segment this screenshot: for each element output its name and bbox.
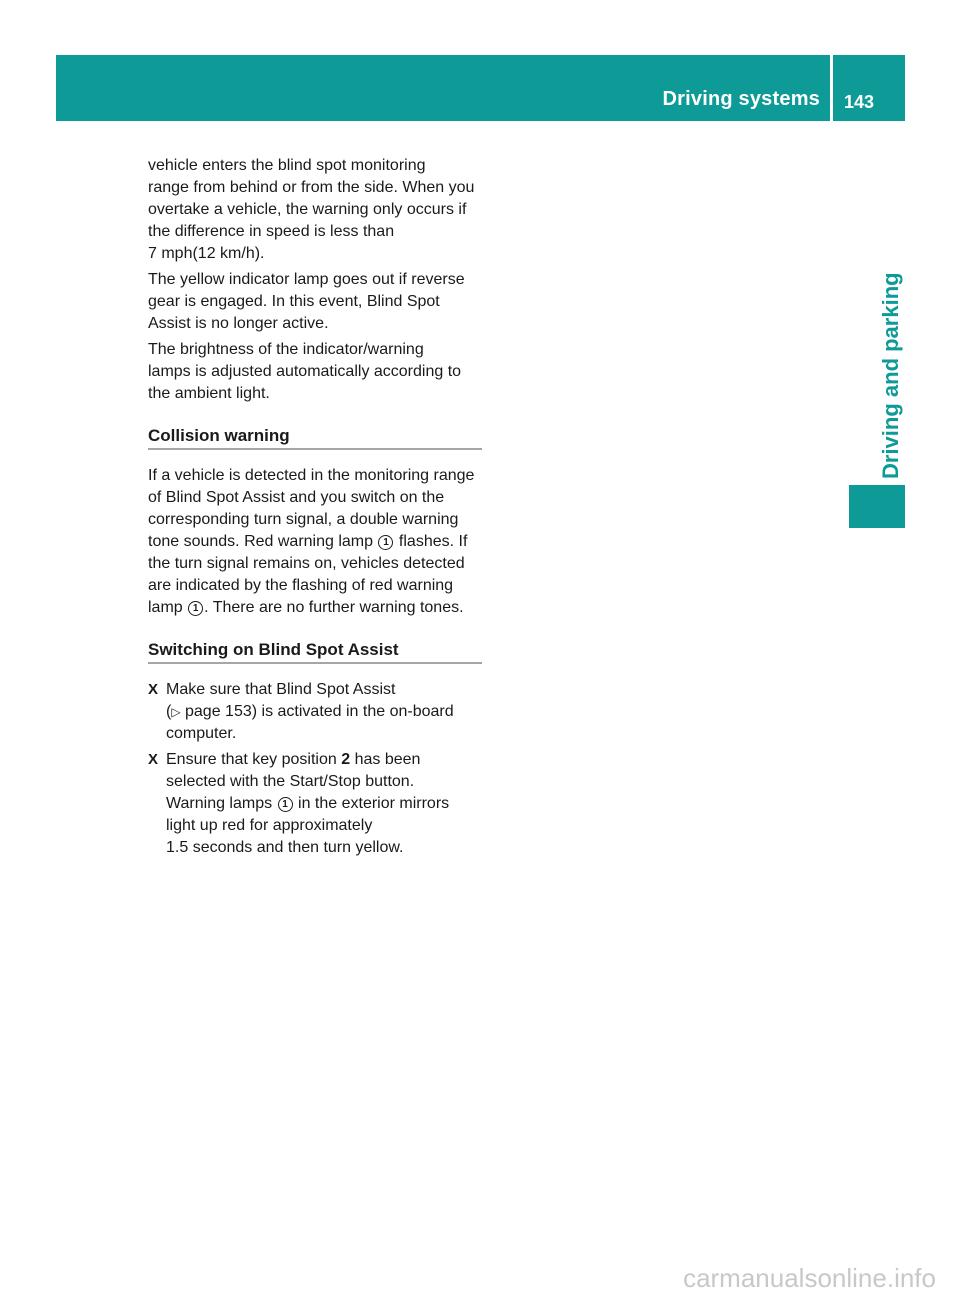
- step-item: X Make sure that Blind Spot Assist (▷ page 153) is activated in the on-board computer.: [148, 681, 454, 742]
- step-arrow-icon: X: [148, 681, 159, 698]
- page-content: [148, 155, 482, 859]
- side-tab-label: Driving and parking: [878, 272, 903, 479]
- section-title: Driving systems: [662, 88, 820, 110]
- step-arrow-icon: X: [148, 751, 159, 768]
- heading-switching-on: Switching on Blind Spot Assist: [148, 639, 482, 664]
- header-divider: [830, 55, 833, 121]
- step-item: X Ensure that key position 2 has been selected with the Start/Stop button. Warning lamps 1 in the exterior mirrors light up red for approximately 1.5 seconds and then turn yellow.: [148, 751, 450, 856]
- callout-1-icon: 1: [378, 535, 393, 550]
- intro-paragraph-1: vehicle enters the blind spot monitoring range from behind or from the side. When you overtake a vehicle, the warning only occurs if the difference in speed is less than 7 mph(12 km/h).: [148, 157, 475, 262]
- watermark: carmanualsonline.info: [683, 1263, 936, 1293]
- heading-collision-warning: Collision warning: [148, 425, 482, 450]
- page-reference-link[interactable]: page 153) is activated in the on-board: [180, 703, 454, 720]
- page-number: 143: [844, 92, 875, 112]
- intro-paragraph-2: The yellow indicator lamp goes out if reverse gear is engaged. In this event, Blind Spot Assist is no longer active.: [148, 271, 465, 332]
- callout-1-icon: 1: [188, 601, 203, 616]
- collision-paragraph: If a vehicle is detected in the monitoring range of Blind Spot Assist and you switch on the corresponding turn signal, a double warning tone sounds. Red warning lamp 1 flashes. If the turn signal remains on, vehicles detected are indicated by the flashing of red warning lamp 1 . There are no further warning tones.: [148, 467, 475, 616]
- intro-paragraph-3: The brightness of the indicator/warning lamps is adjusted automatically according to the ambient light.: [148, 341, 462, 402]
- side-tab-block: [849, 485, 905, 528]
- callout-1-icon: 1: [278, 797, 293, 812]
- side-tab: [849, 121, 905, 481]
- page-reference-icon: ▷: [171, 705, 181, 719]
